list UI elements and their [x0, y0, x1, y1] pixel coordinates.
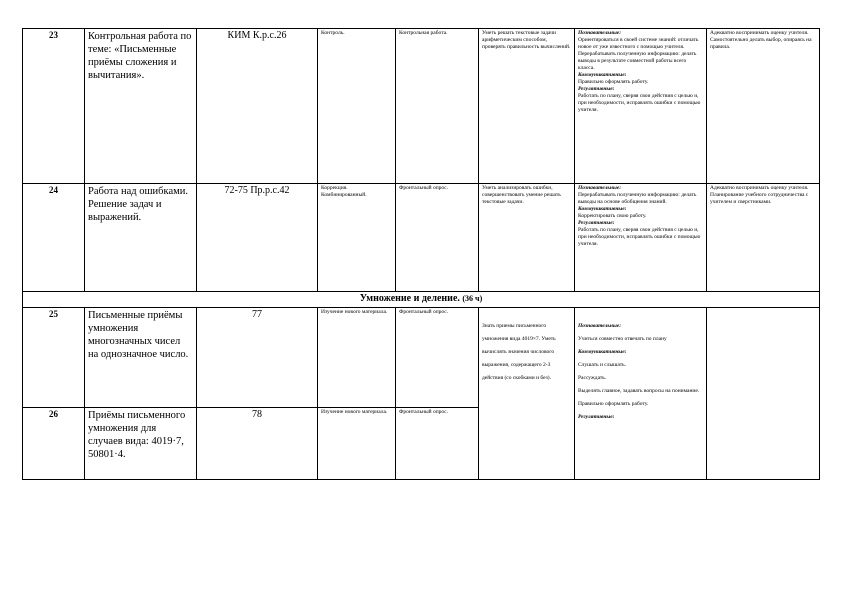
section-header-row: [23, 292, 820, 308]
uud-heading: Коммуникативные:: [578, 349, 627, 355]
section-title-cell: [23, 292, 820, 308]
control-form: Контрольная работа.: [396, 29, 479, 184]
uud-text: Перерабатывать полученную информацию: делать выводы в результате совместной работы всего класса.: [578, 51, 697, 71]
uud-heading: Регулятивные:: [578, 86, 615, 92]
lesson-number: 25: [23, 308, 85, 408]
uud-heading: Коммуникативные:: [578, 72, 627, 78]
uud-text: Работать по плану, сверяя свои действия с целью и, при необходимости, исправлять ошибки с помощью учителя.: [578, 93, 701, 113]
control-form: Фронтальный опрос.: [396, 408, 479, 480]
lesson-number: 24: [23, 184, 85, 292]
lesson-type: Изучение нового материала.: [318, 408, 396, 480]
lesson-type: Контроль.: [318, 29, 396, 184]
lesson-topic: Контрольная работа по теме: «Письменные приёмы сложения и вычитания».: [85, 29, 197, 184]
uud-heading: Коммуникативные:: [578, 206, 627, 212]
subject-results: Уметь решать текстовые задачи арифметическим способом, проверять правильность вычислений.: [479, 29, 575, 184]
uud-heading: Регулятивные:: [578, 414, 615, 420]
uud-text: Корректировать свою работу.: [578, 213, 647, 219]
uud-cell: [575, 308, 707, 480]
uud-text: Выделять главное, задавать вопросы на понимание.: [578, 388, 700, 394]
uud-cell: [575, 184, 707, 292]
uud-heading: Познавательные:: [578, 185, 622, 191]
personal-results: [707, 308, 820, 480]
lesson-type: Коррекция. Комбинированный.: [318, 184, 396, 292]
lesson-source: 77: [197, 308, 318, 408]
uud-text: Правильно оформлять работу.: [578, 401, 649, 407]
lesson-type: Изучение нового материала.: [318, 308, 396, 408]
personal-results: Адекватно воспринимать оценку учителя. Планирование учебного сотрудничества с учителем и сверстниками.: [707, 184, 820, 292]
subject-results: Уметь анализировать ошибки, совершенствовать умение решать текстовые задачи.: [479, 184, 575, 292]
uud-text: Рассуждать.: [578, 375, 607, 381]
lesson-topic: Письменные приёмы умножения многозначных чисел на однозначное число.: [85, 308, 197, 408]
control-form: Фронтальный опрос.: [396, 308, 479, 408]
subject-results: [479, 308, 575, 480]
personal-results: Адекватно воспринимать оценку учителя. Самостоятельно делать выбор, опираясь на правила.: [707, 29, 820, 184]
uud-heading: Регулятивные:: [578, 220, 615, 226]
table-row: [23, 29, 820, 184]
lesson-source: 78: [197, 408, 318, 480]
lesson-topic: Приёмы письменного умножения для случаев вида: 4019·7, 50801·4.: [85, 408, 197, 480]
uud-heading: Познавательные:: [578, 323, 622, 329]
uud-text: Работать по плану, сверяя свои действия с целью и, при необходимости, исправлять ошибки с помощью учителя.: [578, 227, 701, 247]
lesson-source: 72-75 Пр.р.с.42: [197, 184, 318, 292]
table-row: [23, 308, 820, 408]
uud-text: Ориентироваться в своей системе знаний: отличать новое от уже известного с помощью учителя.: [578, 37, 699, 50]
uud-cell: [575, 29, 707, 184]
uud-text: Перерабатывать полученную информацию: делать выводы на основе обобщения знаний.: [578, 192, 697, 205]
table-row: [23, 184, 820, 292]
control-form: Фронтальный опрос.: [396, 184, 479, 292]
section-title: Умножение и деление.: [359, 293, 460, 304]
subject-results-text: Знать приемы письменного умножения вида 4019×7. Уметь вычислять значения числового выражения, содержащего 2-3 действия (со скобками и без).: [482, 323, 556, 381]
uud-text: Учиться совместно отвечать по плану: [578, 336, 667, 342]
lesson-plan-table: [22, 28, 820, 480]
lesson-number: 23: [23, 29, 85, 184]
lesson-topic: Работа над ошибками. Решение задач и выражений.: [85, 184, 197, 292]
lesson-number: 26: [23, 408, 85, 480]
lesson-source: КИМ К.р.с.26: [197, 29, 318, 184]
uud-heading: Познавательные:: [578, 30, 622, 36]
uud-text: Слушать и слышать.: [578, 362, 627, 368]
uud-text: Правильно оформлять работу.: [578, 79, 649, 85]
section-hours: (36 ч): [462, 294, 483, 303]
